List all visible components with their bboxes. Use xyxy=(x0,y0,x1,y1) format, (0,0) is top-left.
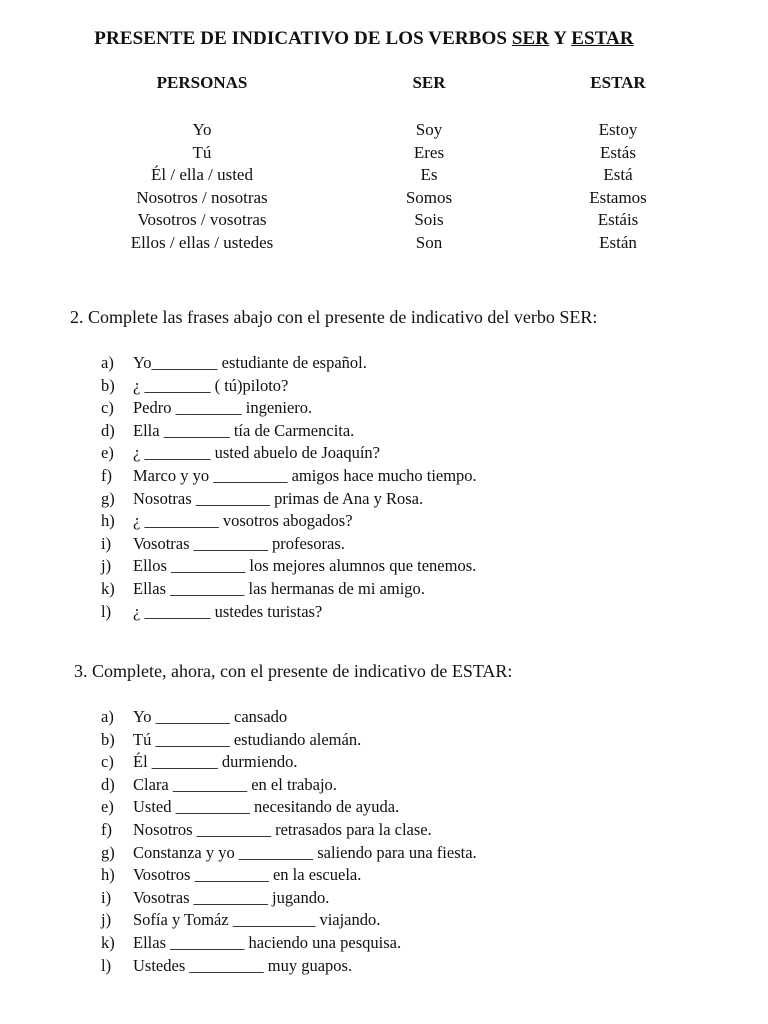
exercise-text: Sofía y Tomáz __________ viajando. xyxy=(133,910,381,930)
section-2-title: 2. Complete las frases abajo con el presente de indicativo del verbo SER: xyxy=(70,307,598,327)
exercise-letter: c) xyxy=(101,752,114,772)
exercise-text: Vosotras _________ profesoras. xyxy=(133,533,345,553)
exercise-letter: b) xyxy=(101,729,115,749)
title-middle: Y xyxy=(549,28,572,49)
section-3-exercise-list xyxy=(101,706,477,977)
persona-cell: Tú xyxy=(192,142,212,162)
exercise-letter: i) xyxy=(101,887,112,907)
title-verb-estar: ESTAR xyxy=(571,28,634,49)
exercise-letter: f) xyxy=(101,465,112,485)
exercise-letter: a) xyxy=(101,353,114,372)
exercise-item xyxy=(101,442,477,465)
exercise-item xyxy=(101,465,477,488)
exercise-item xyxy=(101,601,477,624)
exercise-text: Clara _________ en el trabajo. xyxy=(133,774,337,794)
exercise-text: Tú _________ estudiando alemán. xyxy=(133,729,362,749)
section-2-exercise-list xyxy=(101,352,477,623)
exercise-item xyxy=(101,955,477,978)
exercise-letter: d) xyxy=(101,774,115,794)
exercise-item xyxy=(101,578,477,601)
exercise-item xyxy=(101,555,477,578)
exercise-letter: k) xyxy=(101,578,115,598)
exercise-letter: b) xyxy=(101,375,115,395)
ser-header: SER xyxy=(412,73,446,92)
exercise-item xyxy=(101,842,477,865)
ser-cell: Somos xyxy=(405,187,453,207)
exercise-letter: c) xyxy=(101,398,114,418)
exercise-item xyxy=(101,533,477,556)
persona-cell: Vosotros / vosotras xyxy=(137,210,267,230)
exercise-text: Nosotras _________ primas de Ana y Rosa. xyxy=(133,488,424,508)
exercise-letter: j) xyxy=(101,910,112,930)
title-verb-ser: SER xyxy=(511,28,550,49)
exercise-item xyxy=(101,796,477,819)
exercise-item xyxy=(101,864,477,887)
exercise-text: ¿ ________ ( tú)piloto? xyxy=(133,375,289,395)
ser-cell: Es xyxy=(420,165,438,185)
exercise-item xyxy=(101,774,477,797)
exercise-item xyxy=(101,909,477,932)
exercise-text: Constanza y yo _________ saliendo para una fiesta. xyxy=(133,842,477,862)
exercise-text: Nosotros _________ retrasados para la clase. xyxy=(133,819,432,839)
exercise-text: Ellos _________ los mejores alumnos que tenemos. xyxy=(133,556,477,576)
exercise-item xyxy=(101,420,477,443)
estar-cell: Están xyxy=(599,232,637,252)
exercise-letter: e) xyxy=(101,797,114,817)
exercise-item xyxy=(101,819,477,842)
exercise-text: Yo _________ cansado xyxy=(133,707,288,726)
title-prefix: PRESENTE DE INDICATIVO DE LOS VERBOS xyxy=(94,28,512,49)
exercise-text: Vosotras _________ jugando. xyxy=(133,887,330,907)
section-3-title: 3. Complete, ahora, con el presente de indicativo de ESTAR: xyxy=(74,661,513,681)
exercise-item xyxy=(101,887,477,910)
persona-cell: Yo xyxy=(192,120,212,139)
persona-cell: Ellos / ellas / ustedes xyxy=(130,232,274,252)
ser-column xyxy=(370,72,488,255)
exercise-letter: f) xyxy=(101,819,112,839)
estar-column xyxy=(555,72,681,255)
exercise-letter: i) xyxy=(101,533,112,553)
estar-cell: Estáis xyxy=(597,210,639,230)
exercise-text: ¿ ________ ustedes turistas? xyxy=(133,601,323,621)
exercise-letter: j) xyxy=(101,556,112,576)
exercise-item xyxy=(101,751,477,774)
exercise-letter: e) xyxy=(101,443,114,463)
exercise-letter: l) xyxy=(101,955,112,975)
estar-cell: Estoy xyxy=(598,120,638,139)
estar-cell: Estamos xyxy=(589,187,647,207)
exercise-text: Yo________ estudiante de español. xyxy=(133,353,367,372)
exercise-letter: a) xyxy=(101,707,114,726)
exercise-text: Él ________ durmiendo. xyxy=(133,752,298,772)
exercise-letter: g) xyxy=(101,488,115,508)
exercise-letter: d) xyxy=(101,420,115,440)
exercise-text: Marco y yo _________ amigos hace mucho tiempo. xyxy=(133,465,477,485)
exercise-letter: h) xyxy=(101,865,115,885)
exercise-item xyxy=(101,706,477,729)
exercise-letter: k) xyxy=(101,932,115,952)
exercise-text: Vosotros _________ en la escuela. xyxy=(133,865,362,885)
exercise-text: Usted _________ necesitando de ayuda. xyxy=(133,797,400,817)
exercise-item xyxy=(101,510,477,533)
estar-cell: Está xyxy=(603,165,633,185)
ser-cell: Soy xyxy=(415,120,443,139)
persona-cell: Él / ella / usted xyxy=(151,165,253,185)
exercise-text: ¿ _________ vosotros abogados? xyxy=(133,511,353,531)
persona-cell: Nosotros / nosotras xyxy=(136,187,268,207)
exercise-item xyxy=(101,397,477,420)
exercise-text: Ellas _________ haciendo una pesquisa. xyxy=(133,932,402,952)
personas-column xyxy=(90,72,314,255)
ser-cell: Sois xyxy=(414,210,444,230)
exercise-text: ¿ ________ usted abuelo de Joaquín? xyxy=(133,443,380,463)
personas-header: PERSONAS xyxy=(156,73,248,92)
exercise-text: Pedro ________ ingeniero. xyxy=(133,398,313,418)
estar-header: ESTAR xyxy=(590,73,646,92)
exercise-letter: g) xyxy=(101,842,115,862)
exercise-item xyxy=(101,352,477,375)
exercise-text: Ellas _________ las hermanas de mi amigo. xyxy=(133,578,425,598)
exercise-text: Ustedes _________ muy guapos. xyxy=(133,955,353,975)
exercise-item xyxy=(101,932,477,955)
exercise-item xyxy=(101,488,477,511)
exercise-item xyxy=(101,729,477,752)
exercise-item xyxy=(101,375,477,398)
page-title xyxy=(0,28,728,50)
ser-cell: Eres xyxy=(413,142,445,162)
exercise-letter: h) xyxy=(101,511,115,531)
estar-cell: Estás xyxy=(600,142,636,162)
exercise-text: Ella ________ tía de Carmencita. xyxy=(133,420,355,440)
exercise-letter: l) xyxy=(101,601,112,621)
ser-cell: Son xyxy=(415,232,443,252)
